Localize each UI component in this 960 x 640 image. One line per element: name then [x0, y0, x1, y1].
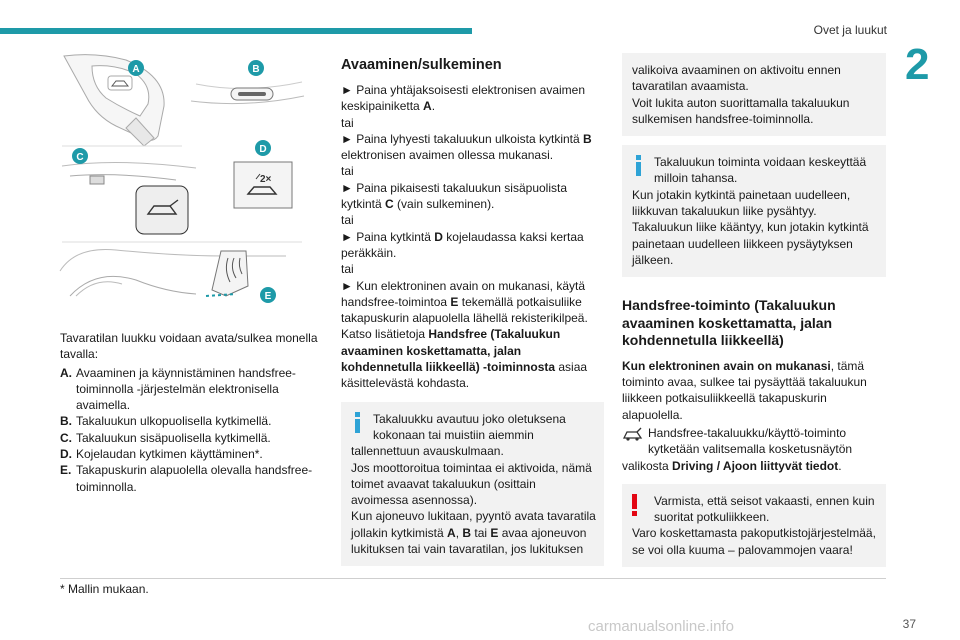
or-text: tai — [341, 164, 354, 179]
key-fob-illustration — [64, 55, 164, 146]
svg-text:D: D — [259, 144, 267, 155]
or-text: tai — [341, 115, 354, 130]
legend-item: A. Avaaminen ja käynnistäminen handsfree-toiminnolla -järjestelmän elektronisella avaimella. — [60, 365, 296, 413]
info-note-interrupt: Takaluukun toiminta voidaan keskeyttää milloin tahansa. Kun jotakin kytkintä painetaan uudelleen, liikkuvan takaluukun liike pysähtyy. Takaluukun liike kääntyy, kun jotakin kytkintä painetaan uudelleen liikkeen pysäytyksen jälkeen. — [622, 145, 886, 277]
settings-paragraph: Handsfree-takaluukku/käyttö-toiminto kytketään valitsemalla kosketusnäytön — [622, 425, 886, 458]
watermark: carmanualsonline.info — [588, 618, 734, 635]
svg-text:E: E — [264, 291, 272, 302]
car-settings-icon — [622, 425, 648, 458]
interior-switch-illustration — [62, 162, 196, 234]
column-middle — [341, 57, 604, 566]
reference-paragraph: Katso lisätietoja Handsfree (Takaluukun avaaminen koskettamatta, jalan kohdennetulla liikkeellä) -toiminnosta asiaa käsittelevästä kohdasta. — [341, 327, 588, 391]
callout-b — [248, 60, 264, 76]
chapter-title: Ovet ja luukut — [813, 23, 887, 37]
svg-text:C: C — [76, 152, 84, 163]
intro-text: Tavaratilan luukku voidaan avata/sulkea monella tavalla: — [60, 331, 318, 362]
legend-list — [60, 365, 318, 495]
step-paragraph: ► Paina yhtäjaksoisesti elektronisen avaimen keskipainiketta A. — [341, 83, 586, 114]
step-paragraph: ► Paina kytkintä D kojelaudassa kaksi kertaa peräkkäin. — [341, 229, 584, 260]
info-note-continued: valikoiva avaaminen on aktivoitu ennen tavaratilan avaamista. Voit lukita auton suorittamalla takaluukun sulkemisen handsfree-toiminnolla. — [622, 53, 886, 136]
dashboard-switch-illustration — [234, 162, 292, 208]
handsfree-paragraph: Kun elektroninen avain on mukanasi, tämä toiminto avaa, sulkee tai pysäyttää takaluukun liikkeen potkaisuliikkeellä takapuskurin alapuolella. — [622, 358, 867, 422]
info-icon — [353, 412, 363, 433]
step-paragraph: ► Kun elektroninen avain on mukanasi, käytä handsfree-toimintoa E tekemällä potkaisuliike takapuskurin alapuolella lähellä rekisterikilpeä. — [341, 278, 588, 326]
chapter-accent-bar — [0, 28, 472, 34]
bumper-kick-illustration — [60, 249, 286, 296]
svg-text:B: B — [252, 64, 260, 75]
legend-item: D. Kojelaudan kytkimen käyttäminen*. — [60, 447, 263, 462]
d-badge-label: 2× — [260, 174, 272, 185]
legend-item: B. Takaluukun ulkopuolisella kytkimellä. — [60, 414, 272, 429]
info-icon — [634, 155, 644, 176]
warning-icon — [632, 494, 638, 516]
section-heading-opening: Avaaminen/sulkeminen — [341, 57, 502, 73]
legend-item: C. Takaluukun sisäpuolisella kytkimellä. — [60, 430, 271, 445]
callout-c — [72, 148, 88, 164]
svg-text:A: A — [132, 64, 140, 75]
column-right: valikoiva avaaminen on aktivoitu ennen tavaratilan avaamista. Voit lukita auton suorittamalla takaluukun sulkemisen handsfree-toiminnolla. Takaluukun toiminta voidaan keskeyttää milloin tahansa. Kun jotakin kytkintä painetaan uudelleen, liikkuvan takaluukun liike pysähtyy. Takaluukun liike kääntyy, kun jotakin kytkintä painetaan uudelleen liikkeen pysäytyksen jälkeen. Handsfree-toiminto (Takaluukun avaaminen koskettamatta, jalan kohdennetulla liikkeellä) Kun elektroninen avain on mukanasi, tämä toiminto avaa, sulkee tai pysäyttää takaluukun liikkeen potkaisuliikkeellä takapuskurin alapuolella. Handsfree-takaluukku/käyttö-toiminto kytketään valitsemalla kosketusnäytön valikosta Driving / Ajoon liittyvät tiedot. Varmista, että seisot vakaasti, ennen kuin suoritat potkuliikkeen. Varo koskettamasta pakoputkistojärjestelmää, se voi olla kuuma – palovammojen vaara! — [622, 53, 886, 567]
exterior-switch-illustration — [191, 82, 304, 104]
warning-note-kick: Varmista, että seisot vakaasti, ennen kuin suoritat potkuliikkeen. Varo koskettamasta pakoputkistojärjestelmää, se voi olla kuuma – palovammojen vaara! — [622, 484, 886, 567]
section-heading-handsfree: Handsfree-toiminto (Takaluukun avaaminen koskettamatta, jalan kohdennetulla liikkeellä) — [622, 297, 836, 349]
footnote: * Mallin mukaan. — [60, 582, 149, 596]
callout-d — [255, 140, 271, 156]
info-note-opening-angle: Takaluukku avautuu joko oletuksena kokonaan tai muistiin aiemmin tallennettuun avauskulmaan. Jos moottoroitua toimintaa ei aktivoida, nämä toimet avaavat takaluukun (osittain avoimessa asennossa). Kun ajoneuvo lukitaan, pyyntö avata tavaratila jollakin kytkimistä A, B tai E avaa ajoneuvon lukituksen tai vain tavaratilan, jos lukituksen — [341, 402, 604, 567]
footnote-divider — [60, 578, 886, 579]
step-paragraph: ► Paina pikaisesti takaluukun sisäpuolista kytkintä C (vain sulkeminen). — [341, 180, 568, 212]
callout-e — [260, 287, 276, 303]
tailgate-controls-illustration — [56, 46, 308, 314]
callout-a — [128, 60, 144, 76]
chapter-number: 2 — [905, 40, 930, 89]
or-text: tai — [341, 262, 354, 277]
column-left — [60, 330, 318, 495]
page-number: 37 — [902, 617, 916, 631]
legend-item: E. Takapuskurin alapuolella olevalla handsfree-toiminnolla. — [60, 463, 313, 494]
step-paragraph: ► Paina lyhyesti takaluukun ulkoista kytkintä B elektronisen avaimen ollessa mukanasi. — [341, 131, 592, 163]
or-text: tai — [341, 213, 354, 228]
